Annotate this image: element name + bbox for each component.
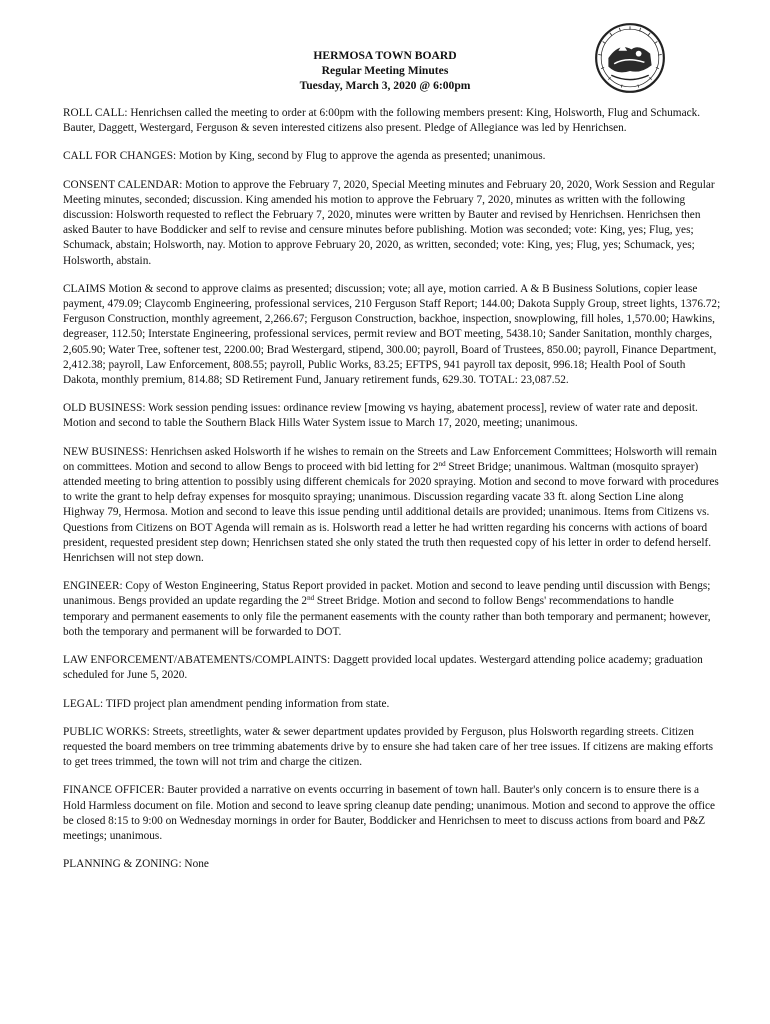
- claims-section: CLAIMS Motion & second to approve claims as presented; discussion; vote; all aye, motion carried. A & B Business Solutions, copier lease payment, 479.09; Claycomb Engineering, professional services, 210 Ferguson Staff Report; 144.00; Dakota Supply Group, street lights, 1376.72; Ferguson Construction, monthly agreement, 2,266.67; Ferguson Construction, backhoe, inspection, snowplowing, fill holes, 1,570.00; Hawkins, degreaser, 112.50; Interstate Engineering, professional services, permit review and BOT meeting, 5438.10; Sander Sanitation, monthly charges, 2,605.90; Water Tree, softener test, 2200.00; Brad Westergard, stipend, 300.00; payroll, Board of Trustees, 850.00; payroll, Finance Department, 2,412.38; payroll, Law Enforcement, 808.55; payroll, Public Works, 83.25; EFTPS, 941 payroll tax deposit, 996.18; Health Pool of South Dakota, monthly premium, 814.88; SD Retirement Fund, January retirement funds, 629.30. TOTAL: 23,087.52.: [63, 282, 721, 387]
- new-business-section: [63, 445, 723, 567]
- law-enforcement-section: LAW ENFORCEMENT/ABATEMENTS/COMPLAINTS: Daggett provided local updates. Westergard attending police academy; graduation scheduled for June 5, 2020.: [63, 654, 703, 682]
- planning-zoning-section: PLANNING & ZONING: None: [63, 858, 209, 871]
- public-works-section: PUBLIC WORKS: Streets, streetlights, water & sewer department updates provided by Ferguson, plus Holsworth regarding streets. Citizen requested the board members on tree trimming abatements drive by to ensure she had taken care of her tree issues. If citizens are making efforts to get trees trimmed, the town will not trim and charge the citizen.: [63, 725, 714, 769]
- minutes-body: [63, 106, 723, 885]
- meeting-date: Tuesday, March 3, 2020 @ 6:00pm: [299, 79, 471, 92]
- town-seal-icon: [594, 22, 666, 94]
- new-business-text-2: Street Bridge; unanimous. Waltman (mosquito sprayer) attended meeting to bring attention to possibly using different chemicals for 2020 spraying. Motion and second to move forward with procedures to write the grant to help defray expenses for mosquito spraying; unanimous. Discussion regarding vacate 33 ft. along Section Line along Highway 79, Hermosa. Motion and second to leave this issue pending until additional details are provided; unanimous. Items from Citizens vs. Questions from Citizens on BOT Agenda will remain as is. Holsworth read a letter he had written regarding his concerns with actions of board president, requested president step down; Henrichsen stated she only stated the truth then requested copy of his letter in order to defend herself. Henrichsen will not step down.: [63, 460, 719, 565]
- new-business-text-1: NEW BUSINESS: Henrichsen asked Holsworth if he wishes to remain on the Streets and Law Enforcement Committees; Holsworth will remain on committees. Motion and second to allow Bengs to proceed with bid letting for 2: [63, 445, 717, 473]
- engineer-text-1: ENGINEER: Copy of Weston Engineering, Status Report provided in packet. Motion and second to leave pending until discussion with Bengs; unanimous. Bengs provided an update regarding the 2: [63, 580, 711, 608]
- legal-section: LEGAL: TIFD project plan amendment pending information from state.: [63, 697, 390, 710]
- board-title: HERMOSA TOWN BOARD: [313, 49, 457, 62]
- ordinal-suffix: nd: [307, 594, 315, 603]
- ordinal-suffix: nd: [438, 459, 446, 468]
- engineer-section: [63, 579, 723, 640]
- consent-calendar-section: CONSENT CALENDAR: Motion to approve the February 7, 2020, Special Meeting minutes and February 20, 2020, Work Session and Regular Meeting minutes, seconded; discussion. King amended his motion to approve the February 7, 2020, minutes as written with the following discussion: Holsworth requested to reflect the February 7, 2020, minutes were written by Bauter and revised by Henrichsen. Henrichsen then asked Bauter to have Boddicker and self to revise and censure minutes before publishing. Motion was seconded; vote: King, yes; Flug, yes; Schumack, abstain; Holsworth, nay. Motion to approve February 20, 2020, as written, seconded; vote: King, yes; Flug, yes; Schumack, yes; Holsworth, abstain.: [63, 178, 715, 267]
- old-business-section: OLD BUSINESS: Work session pending issues: ordinance review [mowing vs haying, abatement process], review of water rate and deposit. Motion and second to table the Southern Black Hills Water System issue to March 17, 2020, meeting; unanimous.: [63, 402, 698, 430]
- finance-officer-section: FINANCE OFFICER: Bauter provided a narrative on events occurring in basement of town hall. Bauter's only concern is to ensure there is a Hold Harmless document on file. Motion and second to leave spring cleanup date pending; unanimous. Motion and second to approve the office be closed 8:15 to 9:00 on Wednesday mornings in order for Bauter, Boddicker and Henrichsen to meet to discuss actions from board and P&Z meetings; unanimous.: [63, 784, 716, 842]
- meeting-type: Regular Meeting Minutes: [321, 64, 449, 77]
- call-for-changes-section: CALL FOR CHANGES: Motion by King, second by Flug to approve the agenda as presented; unanimous.: [63, 150, 546, 163]
- engineer-text-2: Street Bridge. Motion and second to follow Bengs' recommendations to handle temporary and permanent easements to only file the permanent easements with the county rather than both temporary and permanent; however, both the temporary and permanent will be forwarded to DOT.: [63, 595, 711, 638]
- roll-call-section: ROLL CALL: Henrichsen called the meeting to order at 6:00pm with the following members present: King, Holsworth, Flug and Schumack. Bauter, Daggett, Westergard, Ferguson & seven interested citizens also present. Pledge of Allegiance was led by Henrichsen.: [63, 107, 701, 135]
